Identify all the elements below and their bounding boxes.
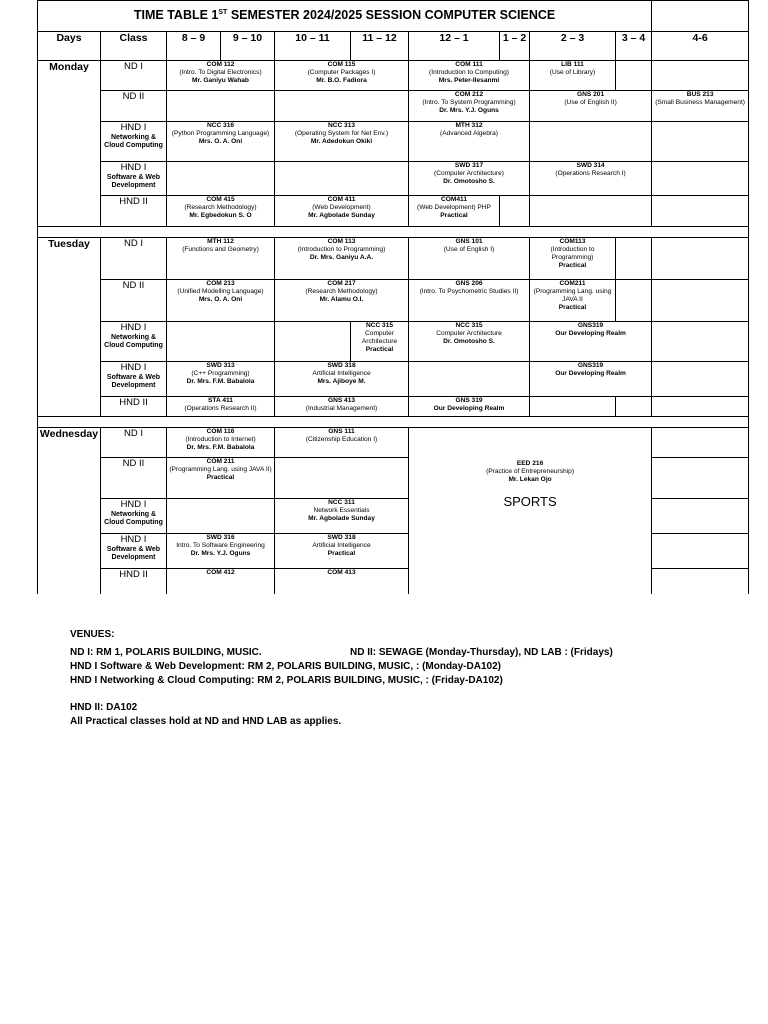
- class-label: [101, 362, 167, 397]
- course-code: GNS319: [577, 362, 604, 369]
- empty-cell: [652, 238, 749, 280]
- empty-cell: [167, 499, 275, 534]
- spacer-row: [38, 417, 749, 428]
- class-label: [101, 499, 167, 534]
- course-lecturer: Mrs. O. A. Oni: [198, 296, 243, 304]
- course-lecturer: Mrs. Ajiboye M.: [317, 378, 366, 386]
- course-title: Network Essentials: [313, 507, 370, 515]
- course-cell: [275, 122, 409, 162]
- monday-nd1-row: [38, 61, 749, 91]
- class-name: HND I: [120, 534, 147, 545]
- course-code: SWD 314: [576, 162, 605, 169]
- header-days: Days: [38, 32, 101, 61]
- course-title: (Use of English I): [443, 246, 495, 254]
- monday-hnd2-row: [38, 196, 749, 227]
- course-cell: [275, 362, 409, 397]
- course-title: (Introduction to Internet): [185, 436, 256, 444]
- course-code: SWD 316: [206, 534, 235, 541]
- venue-nd2: ND II: SEWAGE (Monday-Thursday), ND LAB : (Fridays): [350, 647, 613, 658]
- class-option: Software & Web Development: [106, 545, 161, 562]
- course-code: GNS 101: [455, 238, 483, 245]
- course-title: (Computer Architecture): [434, 170, 504, 178]
- course-title: (Industrial Management): [305, 405, 378, 413]
- empty-cell: [167, 162, 275, 196]
- tuesday-hnd1-ncc-row: [38, 322, 749, 362]
- course-code: SWD 317: [454, 162, 484, 169]
- course-cell: [275, 61, 409, 91]
- course-lecturer: Mr. Lekan Ojo: [508, 476, 552, 484]
- venue-hnd-swd: HND I Software & Web Development: RM 2, POLARIS BUILDING, MUSIC, : (Monday-DA102): [70, 661, 501, 672]
- venues-nd-row: [70, 646, 613, 660]
- empty-cell: [652, 122, 749, 162]
- course-cell: [167, 458, 275, 499]
- course-title: (Introduction to Programming): [297, 246, 386, 254]
- course-title: Our Developing Realm: [555, 330, 626, 338]
- course-title: (C++ Programming): [191, 370, 250, 378]
- course-code: NCC 315: [455, 322, 483, 329]
- course-cell: [409, 280, 530, 322]
- class-name: HND I: [120, 122, 147, 133]
- class-name: HND II: [119, 569, 148, 580]
- course-cell: [530, 322, 652, 362]
- venue-nd1: ND I: RM 1, POLARIS BUILDING, MUSIC.: [70, 647, 262, 658]
- header-12-1: 12 – 1: [409, 32, 500, 61]
- class-name: ND I: [124, 428, 143, 439]
- class-name: ND II: [122, 280, 145, 291]
- title-row: [38, 1, 749, 32]
- empty-cell: [652, 397, 749, 417]
- course-cell: [167, 196, 275, 227]
- course-lecturer: Mr. Alamu O.I.: [319, 296, 364, 304]
- empty-cell: [652, 196, 749, 227]
- empty-cell: [652, 499, 749, 534]
- course-title: (Functions and Geometry): [182, 246, 259, 254]
- course-title: (Intro. To Psychometric Studies II): [419, 288, 519, 296]
- class-name: ND II: [122, 458, 145, 469]
- course-title: (Intro. To Digital Electronics): [179, 69, 262, 77]
- class-option: Software & Web Development: [106, 373, 161, 390]
- empty-cell: [652, 61, 749, 91]
- empty-cell: [275, 322, 351, 362]
- course-code: COM 211: [206, 458, 235, 465]
- course-code: BUS 213: [686, 91, 714, 98]
- venue-hnd-ncc: HND I Networking & Cloud Computing: RM 2, POLARIS BUILDING, MUSIC, : (Friday-DA102): [70, 675, 503, 686]
- course-code: NCC 315: [365, 322, 394, 329]
- course-cell: [275, 534, 409, 569]
- class-name: HND I: [120, 162, 147, 173]
- course-lecturer: Dr. Mrs. Ganiyu A.A.: [309, 254, 374, 262]
- course-code: COM 112: [206, 61, 235, 68]
- empty-cell: [616, 61, 652, 91]
- venues-heading: VENUES:: [70, 629, 115, 640]
- course-code: GNS 413: [327, 397, 356, 404]
- course-code: COM 213: [206, 280, 235, 287]
- course-title: (Programming Lang. using JAVA II): [169, 466, 272, 474]
- course-cell: [167, 428, 275, 458]
- course-code: GNS 111: [328, 428, 355, 435]
- course-cell: [530, 280, 616, 322]
- course-lecturer: Mr. Ganiyu Wahab: [192, 77, 249, 85]
- course-lecturer: Practical: [558, 304, 587, 312]
- course-code: GNS319: [577, 322, 604, 329]
- course-cell: [167, 122, 275, 162]
- class-label: [101, 569, 167, 595]
- course-code: COM 217: [327, 280, 356, 287]
- title-text: TIME TABLE 1: [133, 8, 219, 23]
- empty-cell: [616, 397, 652, 417]
- course-cell: [167, 61, 275, 91]
- course-title: (Web Development) PHP: [417, 204, 491, 212]
- course-title: (Advanced Algebra): [440, 130, 498, 138]
- course-cell: [409, 162, 530, 196]
- course-code: COM 411: [327, 196, 356, 203]
- title-superscript: ST: [218, 9, 228, 17]
- course-code: SWD 318: [327, 534, 356, 541]
- course-cell: [275, 238, 409, 280]
- empty-cell: [652, 162, 749, 196]
- header-row: [38, 32, 749, 61]
- empty-cell: [409, 362, 530, 397]
- tuesday-hnd1-swd-row: [38, 362, 749, 397]
- course-title: (Computer Packages I): [307, 69, 376, 77]
- empty-cell: [652, 428, 749, 458]
- course-title: Computer Architecture: [436, 330, 502, 338]
- empty-cell: [275, 458, 409, 499]
- tuesday-hnd2-row: [38, 397, 749, 417]
- course-cell: [409, 322, 530, 362]
- wednesday-nd1-row: [38, 428, 749, 458]
- empty-cell: [652, 322, 749, 362]
- class-label: [101, 162, 167, 196]
- class-label: [101, 91, 167, 122]
- course-title: (Research Methodology): [305, 288, 378, 296]
- timetable: [37, 0, 749, 594]
- course-cell: [409, 196, 500, 227]
- course-code: COM 413: [327, 569, 356, 576]
- course-code: COM 113: [327, 238, 356, 245]
- course-lecturer: Dr. Mrs. F.M. Babalola: [186, 378, 255, 386]
- course-code: LIB 111: [561, 61, 584, 68]
- class-option: Software & Web Development: [106, 173, 161, 190]
- class-label: [101, 61, 167, 91]
- empty-cell: [530, 196, 652, 227]
- course-lecturer: Practical: [558, 262, 587, 270]
- course-code: COM 412: [206, 569, 235, 576]
- course-cell: [275, 569, 409, 595]
- entrepreneurship-sports-block: [409, 428, 652, 595]
- course-title: Artificial Intelligence: [312, 370, 371, 378]
- title-text-rest: SEMESTER 2024/2025 SESSION COMPUTER SCIENCE: [227, 8, 556, 23]
- empty-cell: [616, 280, 652, 322]
- course-title: (Unified Modelling Language): [177, 288, 264, 296]
- class-label: [101, 534, 167, 569]
- course-title: (Operations Research II): [184, 405, 257, 413]
- venues-heading-row: [70, 628, 503, 642]
- course-code: MTH 312: [455, 122, 483, 129]
- header-1-2: 1 – 2: [500, 32, 530, 61]
- course-code: GNS 201: [577, 91, 605, 98]
- header-9-10: 9 – 10: [221, 32, 275, 61]
- class-label: [101, 238, 167, 280]
- course-cell: [275, 196, 409, 227]
- course-cell: [351, 322, 409, 362]
- monday-nd2-row: [38, 91, 749, 122]
- class-label: [101, 280, 167, 322]
- venues-practical-row: [70, 715, 503, 729]
- class-name: HND I: [120, 362, 147, 373]
- course-cell: [275, 280, 409, 322]
- course-cell: [530, 162, 652, 196]
- class-name: HND II: [119, 397, 148, 408]
- empty-cell: [167, 91, 275, 122]
- course-lecturer: Dr. Mrs. Y.J. Oguns: [190, 550, 251, 558]
- course-title: Intro. To Software Engineering: [176, 542, 265, 550]
- course-title: (Practice of Entrepreneurship): [486, 468, 575, 476]
- spacer-row: [38, 227, 749, 238]
- header-class: Class: [101, 32, 167, 61]
- empty-cell: [275, 91, 409, 122]
- header-2-3: 2 – 3: [530, 32, 616, 61]
- class-name: HND I: [120, 322, 147, 333]
- course-code: STA 411: [208, 397, 233, 404]
- empty-cell: [652, 534, 749, 569]
- course-lecturer: Practical: [365, 346, 394, 354]
- class-name: ND II: [122, 91, 145, 102]
- course-lecturer: Practical: [327, 550, 356, 558]
- course-cell: [167, 569, 275, 595]
- course-lecturer: Dr. Mrs. Y.J. Oguns: [439, 107, 499, 115]
- class-option: Networking & Cloud Computing: [104, 510, 163, 527]
- title-empty-cell: [652, 1, 749, 32]
- course-code: COM 116: [206, 428, 235, 435]
- class-label: [101, 428, 167, 458]
- venues-hnd2-row: [70, 701, 503, 715]
- course-title: Our Developing Realm: [555, 370, 626, 378]
- course-cell: [530, 91, 652, 122]
- class-option: Networking & Cloud Computing: [104, 333, 163, 350]
- course-code: GNS 319: [455, 397, 483, 404]
- tuesday-nd1-row: [38, 238, 749, 280]
- course-lecturer: Practical: [206, 474, 235, 482]
- course-cell: [167, 280, 275, 322]
- empty-cell: [530, 397, 616, 417]
- empty-cell: [652, 569, 749, 595]
- empty-cell: [652, 458, 749, 499]
- empty-cell: [275, 162, 409, 196]
- class-name: ND I: [124, 61, 143, 72]
- course-title: (Use of Library): [549, 69, 596, 77]
- course-lecturer: Mr. B.O. Fadiora: [316, 77, 367, 85]
- spacer-cell: [38, 227, 749, 238]
- spacer-cell: [38, 417, 749, 428]
- course-code: GNS 206: [455, 280, 483, 287]
- course-code: NCC 313: [327, 122, 356, 129]
- course-title: (Programming Lang. using JAVA II: [533, 288, 612, 304]
- course-lecturer: Mr. Agbolade Sunday: [308, 515, 375, 523]
- class-label: [101, 122, 167, 162]
- course-code: MTH 112: [207, 238, 234, 245]
- course-cell: [167, 397, 275, 417]
- course-title: (Introduction to Computing): [429, 69, 509, 77]
- empty-cell: [616, 238, 652, 280]
- header-8-9: 8 – 9: [167, 32, 221, 61]
- empty-cell: [167, 322, 275, 362]
- course-code: SWD 318: [327, 362, 356, 369]
- empty-cell: [652, 280, 749, 322]
- course-code: COM 111: [455, 61, 483, 68]
- course-cell: [409, 91, 530, 122]
- course-code: NCC 316: [206, 122, 235, 129]
- course-title: (Research Methodology): [184, 204, 257, 212]
- day-monday: Monday: [38, 61, 101, 227]
- course-cell: [275, 428, 409, 458]
- course-code: COM 115: [327, 61, 356, 68]
- class-name: HND II: [119, 196, 148, 207]
- course-code: COM211: [559, 280, 586, 287]
- class-name: HND I: [120, 499, 147, 510]
- course-lecturer: Mr. Adedokun Okiki: [310, 138, 373, 146]
- course-title: (Small Business Management): [655, 99, 746, 107]
- class-label: [101, 322, 167, 362]
- class-option: Networking & Cloud Computing: [104, 133, 163, 150]
- course-lecturer: Dr. Omotosho S.: [443, 338, 495, 346]
- course-title: (Python Programming Language): [171, 130, 270, 138]
- course-cell: [530, 238, 616, 280]
- day-tuesday: Tuesday: [38, 238, 101, 417]
- course-title: (Operations Research I): [555, 170, 626, 178]
- course-cell: [275, 397, 409, 417]
- course-cell: [652, 91, 749, 122]
- tuesday-nd2-row: [38, 280, 749, 322]
- course-lecturer: Practical: [440, 212, 468, 220]
- course-cell: [167, 362, 275, 397]
- course-title: Our Developing Realm: [433, 405, 505, 413]
- class-label: [101, 458, 167, 499]
- venue-hnd2: HND II: DA102: [70, 702, 138, 713]
- course-title: (Web Development): [312, 204, 371, 212]
- course-code: COM113: [559, 238, 586, 245]
- empty-cell: [530, 122, 652, 162]
- course-lecturer: Mrs. O. A. Oni: [198, 138, 243, 146]
- course-cell: [530, 61, 616, 91]
- empty-cell: [500, 196, 530, 227]
- course-title: Artificial Intelligence: [312, 542, 371, 550]
- course-lecturer: Mrs. Peter-Ilesanmi: [438, 77, 500, 85]
- course-cell: [409, 61, 530, 91]
- course-cell: [167, 534, 275, 569]
- course-code: NCC 311: [328, 499, 355, 506]
- course-code: COM411: [440, 196, 468, 203]
- course-title: (Use of English II): [564, 99, 617, 107]
- day-wednesday: Wednesday: [38, 428, 101, 595]
- course-lecturer: Dr. Omotosho S.: [443, 178, 495, 186]
- course-title: (Introduction to Programming): [550, 246, 595, 262]
- course-lecturer: Mr. Agbolade Sunday: [308, 212, 375, 220]
- course-cell: [409, 238, 530, 280]
- header-11-12: 11 – 12: [351, 32, 409, 61]
- course-title: Computer Architecture: [361, 330, 398, 346]
- course-code: EED 216: [516, 460, 544, 467]
- venues-section: [70, 628, 613, 729]
- class-label: [101, 196, 167, 227]
- course-cell: [167, 238, 275, 280]
- header-4-6: 4-6: [652, 32, 749, 61]
- course-lecturer: Dr. Mrs. F.M. Babalola: [186, 444, 255, 452]
- header-3-4: 3 – 4: [616, 32, 652, 61]
- empty-cell: [652, 362, 749, 397]
- page-title: [38, 1, 652, 32]
- course-cell: [409, 122, 530, 162]
- course-code: SWD 313: [206, 362, 235, 369]
- sports-label: SPORTS: [503, 494, 557, 510]
- header-10-11: 10 – 11: [275, 32, 351, 61]
- course-code: COM 415: [206, 196, 235, 203]
- venues-hnd-swd-row: [70, 660, 503, 674]
- course-title: (Intro. To System Programming): [422, 99, 516, 107]
- class-name: ND I: [124, 238, 143, 249]
- course-title: (Citizenship Education I): [305, 436, 378, 444]
- monday-hnd1-swd-row: [38, 162, 749, 196]
- class-label: [101, 397, 167, 417]
- venues-hnd-ncc-row: [70, 674, 503, 688]
- course-lecturer: Mr. Egbedokun S. O: [189, 212, 252, 220]
- course-cell: [275, 499, 409, 534]
- course-cell: [409, 397, 530, 417]
- course-cell: [530, 362, 652, 397]
- monday-hnd1-ncc-row: [38, 122, 749, 162]
- course-code: COM 212: [454, 91, 484, 98]
- course-title: (Operating System for Net Env.): [294, 130, 389, 138]
- venue-practical-note: All Practical classes hold at ND and HND LAB as applies.: [70, 716, 342, 727]
